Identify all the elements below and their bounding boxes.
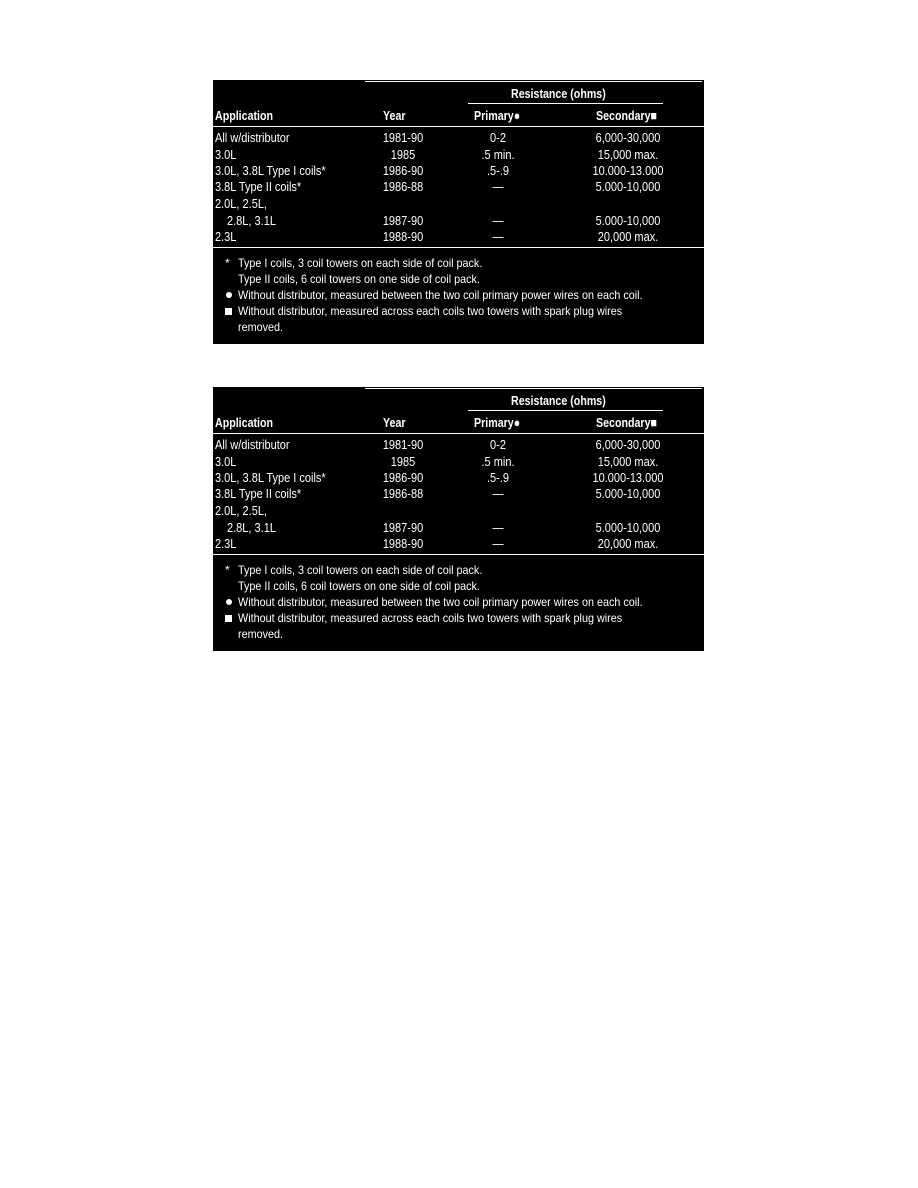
year-cell: 1981-90 <box>382 131 424 145</box>
primary-cell: 0-2 <box>490 438 506 452</box>
footnote-text: Type II coils, 6 coil towers on one side of coil pack. <box>238 272 480 286</box>
year-cell: 1981-90 <box>382 438 424 452</box>
secondary-cell: 20,000 max. <box>597 230 659 244</box>
secondary-cell: 6,000-30,000 <box>595 131 661 145</box>
header-rule <box>213 433 704 434</box>
year-cell: 1988-90 <box>382 537 424 551</box>
year-cell: 1987-90 <box>382 521 424 535</box>
secondary-cell: 15,000 max. <box>597 148 659 162</box>
application-cell: 2.8L, 3.1L <box>227 214 276 228</box>
footnote-text: Without distributor, measured across each coils two towers with spark plug wires <box>238 611 623 625</box>
application-cell: 2.0L, 2.5L, <box>215 197 267 211</box>
group-header-rule <box>468 410 663 411</box>
footnote-rule <box>213 554 704 555</box>
top-rule <box>365 388 702 389</box>
primary-cell: — <box>492 537 504 551</box>
group-header-rule <box>468 103 663 104</box>
secondary-cell: 15,000 max. <box>597 455 659 469</box>
primary-column-header: Primary● <box>474 415 521 430</box>
footnote-text: Type I coils, 3 coil towers on each side of coil pack. <box>238 563 483 577</box>
year-cell: 1986-88 <box>382 487 424 501</box>
primary-cell: 0-2 <box>490 131 506 145</box>
primary-cell: — <box>492 487 504 501</box>
footnote-text: Type II coils, 6 coil towers on one side of coil pack. <box>238 579 480 593</box>
footnote-text: removed. <box>238 627 284 641</box>
secondary-cell: 10.000-13.000 <box>592 164 664 178</box>
secondary-column-header: Secondary■ <box>596 108 657 123</box>
year-cell: 1987-90 <box>382 214 424 228</box>
asterisk-footnote-marker: * <box>225 563 230 577</box>
footnote-text: Type I coils, 3 coil towers on each side of coil pack. <box>238 256 483 270</box>
secondary-cell: 5.000-10,000 <box>595 214 661 228</box>
bullet-square-icon <box>225 308 232 315</box>
application-cell: 2.3L <box>215 230 237 244</box>
bullet-dot-icon <box>226 599 232 605</box>
application-cell: 3.0L <box>215 455 237 469</box>
application-cell: 3.8L Type II coils* <box>215 487 302 501</box>
secondary-cell: 5.000-10,000 <box>595 487 661 501</box>
primary-cell: — <box>492 521 504 535</box>
application-column-header: Application <box>215 108 274 123</box>
bullet-dot-icon <box>226 292 232 298</box>
primary-cell: — <box>492 230 504 244</box>
secondary-cell: 5.000-10,000 <box>595 180 661 194</box>
resistance-group-header: Resistance (ohms) <box>511 393 606 408</box>
bullet-square-icon <box>225 615 232 622</box>
application-cell: 3.0L <box>215 148 237 162</box>
footnote-text: removed. <box>238 320 284 334</box>
header-rule <box>213 126 704 127</box>
year-cell: 1986-90 <box>382 164 424 178</box>
asterisk-footnote-marker: * <box>225 256 230 270</box>
primary-cell: — <box>492 180 504 194</box>
year-column-header: Year <box>383 108 406 123</box>
year-cell: 1985 <box>390 455 416 469</box>
year-column-header: Year <box>383 415 406 430</box>
resistance-group-header: Resistance (ohms) <box>511 86 606 101</box>
year-cell: 1988-90 <box>382 230 424 244</box>
year-cell: 1986-90 <box>382 471 424 485</box>
application-cell: 3.8L Type II coils* <box>215 180 302 194</box>
coil-resistance-table <box>213 387 704 651</box>
application-cell: All w/distributor <box>215 131 290 145</box>
primary-cell: — <box>492 214 504 228</box>
footnote-text: Without distributor, measured between the two coil primary power wires on each coil. <box>238 288 643 302</box>
application-cell: All w/distributor <box>215 438 290 452</box>
secondary-cell: 6,000-30,000 <box>595 438 661 452</box>
application-column-header: Application <box>215 415 274 430</box>
year-cell: 1985 <box>390 148 416 162</box>
primary-cell: .5 min. <box>481 455 515 469</box>
coil-resistance-table <box>213 80 704 344</box>
primary-cell: .5 min. <box>481 148 515 162</box>
application-cell: 3.0L, 3.8L Type I coils* <box>215 164 326 178</box>
footnote-text: Without distributor, measured across each coils two towers with spark plug wires <box>238 304 623 318</box>
top-rule <box>365 81 702 82</box>
secondary-cell: 5.000-10,000 <box>595 521 661 535</box>
secondary-cell: 10.000-13.000 <box>592 471 664 485</box>
year-cell: 1986-88 <box>382 180 424 194</box>
application-cell: 2.3L <box>215 537 237 551</box>
primary-cell: .5-.9 <box>486 164 509 178</box>
application-cell: 2.8L, 3.1L <box>227 521 276 535</box>
primary-column-header: Primary● <box>474 108 521 123</box>
footnote-text: Without distributor, measured between the two coil primary power wires on each coil. <box>238 595 643 609</box>
secondary-column-header: Secondary■ <box>596 415 657 430</box>
primary-cell: .5-.9 <box>486 471 509 485</box>
footnote-rule <box>213 247 704 248</box>
application-cell: 2.0L, 2.5L, <box>215 504 267 518</box>
application-cell: 3.0L, 3.8L Type I coils* <box>215 471 326 485</box>
secondary-cell: 20,000 max. <box>597 537 659 551</box>
